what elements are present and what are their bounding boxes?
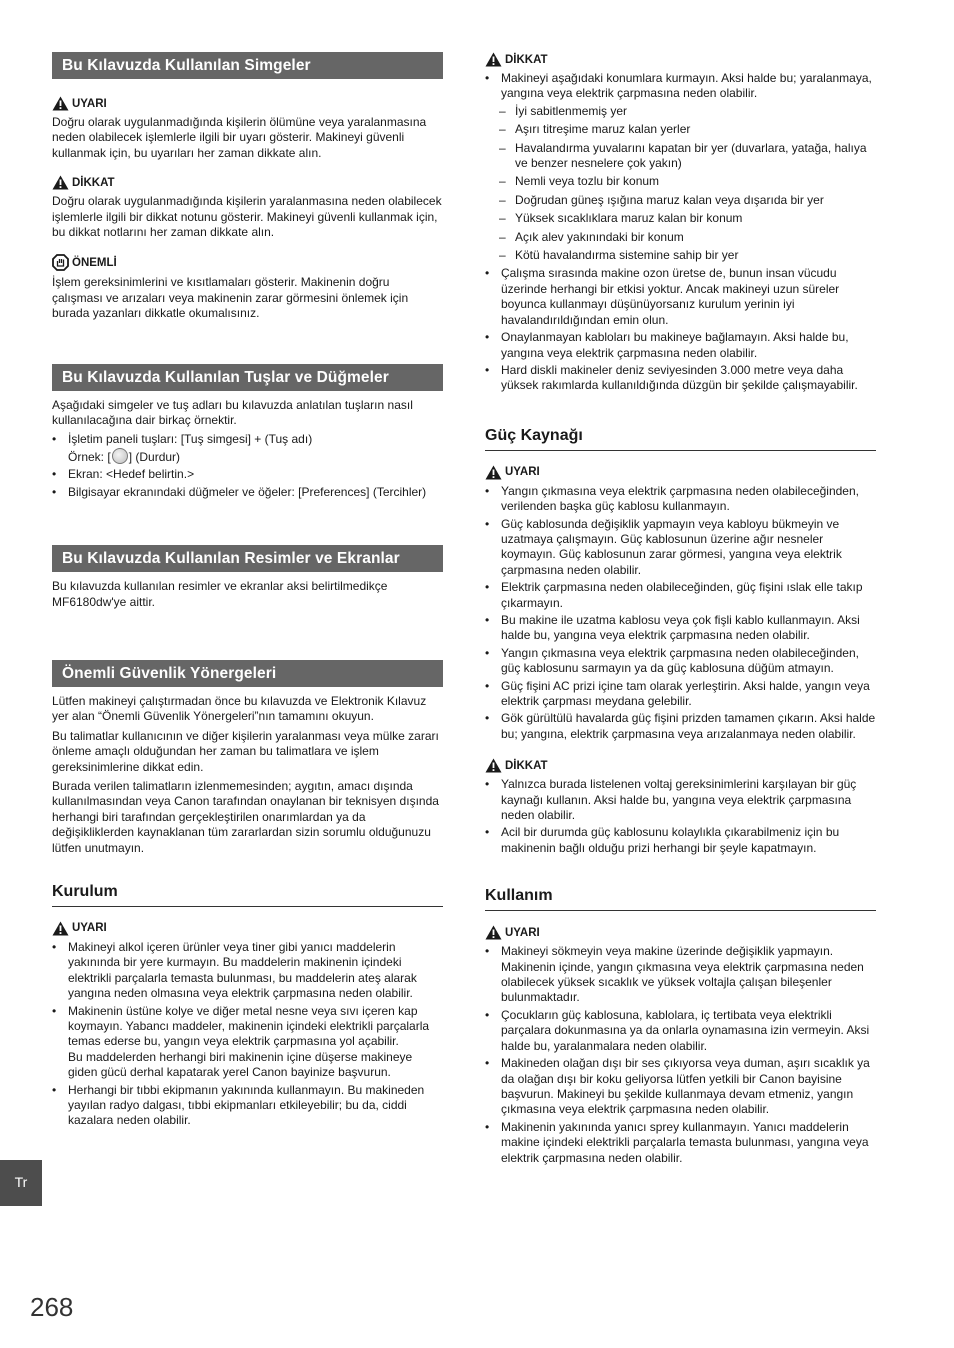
list-item: • Bilgisayar ekranındaki düğmeler ve öğeler: [Preferences] (Tercihler)	[68, 485, 443, 500]
list-item: • Güç kablosunda değişiklik yapmayın veya kabloyu bükmeyin ve uzatmaya çalışmayın. Güç kablosunun üzerine ağır nesneler koymayın. Güç kablosunun zarar görmesi, yangına veya elektrik çarpmasına neden olabilir.	[501, 517, 876, 579]
keys-item-panel: İşletim paneli tuşları: [Tuş simgesi] + (Tuş adı)	[68, 432, 313, 447]
power-caution-label	[485, 758, 876, 773]
page-number: 268	[30, 1292, 74, 1322]
keys-content	[52, 398, 443, 500]
install-warning-text: Makinenin üstüne kolye ve diğer metal nesne veya sıvı içeren kap koymayın. Yabancı maddeler, makinenin içindeki elektrikli parçalarla temas ederse bu, yangın veya elektrik çarpmasına yol açabilir.	[68, 1003, 430, 1049]
warning-triangle-icon	[52, 96, 69, 111]
section-title-images: Bu Kılavuzda Kullanılan Resimler ve Ekranlar	[52, 545, 443, 572]
usage-warning-list	[485, 944, 876, 1166]
important-label	[52, 254, 443, 271]
list-item: • Çalışma sırasında makine ozon üretse de, bunun insan vücudu üzerinde herhangi bir etkisi yoktur. Ancak makineyi uzun süreler boyunca kullanmayı düşünüyorsanız kurulum yerinin iyi havalandırıldığından emin olun.	[501, 266, 876, 328]
dash-item: – İyi sabitlenmemiş yer	[515, 104, 876, 119]
warning-label	[52, 96, 443, 111]
caution-label	[52, 175, 443, 190]
list-item: • Makinenin yakınında yanıcı sprey kullanmayın. Yanıcı maddelerin makine içindeki elektrikli parçalarla temasta bulunması, yangına veya elektrik çarpmasına neden olabilir.	[501, 1120, 876, 1166]
install-caution-text: Makineyi aşağıdaki konumlara kurmayın. Aksi halde bu; yaralanmaya, yangına veya elektrik çarpmasına neden olabilir.	[501, 71, 872, 101]
install-caution-list	[485, 71, 876, 394]
dash-item: – Doğrudan güneş ışığına maruz kalan veya dışarıda bir yer	[515, 193, 876, 208]
list-item: • Gök gürültülü havalarda güç fişini prizden tamamen çıkarın. Aksi halde bu; yangına, elektrik çarpmasına veya arızalanmaya neden olabilir.	[501, 711, 876, 742]
caution-block	[52, 175, 443, 240]
section-title-keys: Bu Kılavuzda Kullanılan Tuşlar ve Düğmeler	[52, 364, 443, 391]
right-column	[485, 52, 876, 1168]
install-warning-label	[52, 921, 443, 936]
install-warning-text: Bu maddelerden herhangi biri makinenin içine düşerse makineye giden gücü derhal kapatarak yerel Canon bayinize başvurun.	[68, 1049, 413, 1080]
list-item	[501, 71, 876, 263]
images-description: Bu kılavuzda kullanılan resimler ve ekranlar aksi belirtilmedikçe MF6180dw'ye aittir.	[52, 579, 388, 609]
dash-item: – Nemli veya tozlu bir konum	[515, 174, 876, 189]
left-column	[52, 52, 443, 1131]
usage-warning-label	[485, 925, 876, 940]
dash-item: – Havalandırma yuvalarını kapatan bir yer (duvarlara, yatağa, halıya ve benzer nesnelere çok yakın)	[515, 141, 876, 172]
keys-intro: Aşağıdaki simgeler ve tuş adları bu kılavuzda anlatılan tuşların nasıl kullanılacağına dair birkaç örnektir.	[52, 397, 413, 428]
power-warning-label	[485, 465, 876, 480]
power-warning-list	[485, 484, 876, 743]
list-item: • Bu makine ile uzatma kablosu veya çok fişli kablo kullanmayın. Aksi halde bu, yangına veya elektrik çarpmasına neden olabilir.	[501, 613, 876, 644]
warning-label-text: UYARI	[72, 922, 107, 935]
important-octagon-icon	[52, 254, 69, 271]
list-item: • Makineden olağan dışı bir ses çıkıyorsa veya duman, aşırı sıcaklık ya da olağan dışı bir koku geliyorsa lütfen yetkili bir Canon bayisine başvurun. Makineyi bu şekilde kullanmaya devam etmeniz, yangın çıkmasına veya elektrik çarpmasına neden olabilir.	[501, 1056, 876, 1118]
power-caution-list	[485, 777, 876, 856]
list-item	[68, 432, 443, 465]
caution-triangle-icon	[485, 758, 502, 773]
caution-label-text: DİKKAT	[505, 759, 548, 772]
keys-example-suffix: ] (Durdur)	[128, 449, 181, 464]
section-title-safety: Önemli Güvenlik Yönergeleri	[52, 660, 443, 687]
location-dash-list	[485, 104, 876, 264]
language-tab: Tr	[0, 1160, 42, 1206]
caution-description: Doğru olarak uygulanmadığında kişilerin yaralanmasına neden olabilecek işlemlerle ilgili bir dikkat notunu gösterir. Makineyi güvenli kullanmak için, bu dikkat notlarını her zaman dikkate alın.	[52, 194, 442, 240]
dash-item: – Açık alev yakınındaki bir konum	[515, 230, 876, 245]
warning-triangle-icon	[485, 925, 502, 940]
install-warning-list	[52, 940, 443, 1129]
safety-content	[52, 694, 443, 856]
list-item: • Elektrik çarpmasına neden olabileceğinden, güç fişini ıslak elle takıp çıkarmayın.	[501, 580, 876, 611]
safety-paragraph: Bu talimatlar kullanıcının ve diğer kişilerin yaralanması veya mülke zararı önleme amaçlı olduğundan her zaman bu talimatlara ve işlem gereksinimlerine dikkat edin.	[52, 728, 439, 774]
keys-example-prefix: Örnek: [	[68, 449, 111, 464]
list-item: • Yangın çıkmasına veya elektrik çarpmasına neden olabileceğinden, verilenden başka güç kablosu kullanmayın.	[501, 484, 876, 515]
warning-triangle-icon	[485, 465, 502, 480]
list-item: • Makineyi sökmeyin veya makine üzerinde değişiklik yapmayın. Makinenin içinde, yangın çıkmasına veya elektrik çarpmasına neden olabilecek yüksek sıcaklık ve yüksek voltajla çalışan bileşenler bulunmaktadır.	[501, 944, 876, 1006]
section-title-usage: Kullanım	[485, 886, 876, 911]
safety-paragraph: Lütfen makineyi çalıştırmadan önce bu kılavuzda ve Elektronik Kılavuz yer alan “Önemli Güvenlik Yönergeleri”nın tamamını okuyun.	[52, 693, 427, 724]
caution-label-text: DİKKAT	[505, 53, 548, 66]
section-title-installation: Kurulum	[52, 882, 443, 907]
important-label-text: ÖNEMLİ	[72, 256, 117, 269]
list-item: • Ekran: <Hedef belirtin.>	[68, 467, 443, 482]
install-caution-label	[485, 52, 876, 67]
list-item: • Yangın çıkmasına veya elektrik çarpmasına neden olabileceğinden, güç kablosunu sarmayın ya da güç kablosuna düğüm atmayın.	[501, 646, 876, 677]
important-description: İşlem gereksinimlerini ve kısıtlamaları gösterir. Makinenin doğru çalışması ve arızaları veya makinenin zarar görmesini önlemek için burada yazanları dikkatle okumalısınız.	[52, 275, 409, 321]
caution-triangle-icon	[485, 52, 502, 67]
dash-item: – Kötü havalandırma sistemine sahip bir yer	[515, 248, 876, 263]
stop-key-icon	[112, 448, 128, 464]
caution-label-text: DİKKAT	[72, 176, 115, 189]
section-title-power: Güç Kaynağı	[485, 426, 876, 451]
warning-description: Doğru olarak uygulanmadığında kişilerin ölümüne veya yaralanmasına neden olabilecek işlemlerle ilgili bir uyarı gösterir. Makineyi güvenli kullanmak için, bu uyarıları her zaman dikkate alın.	[52, 115, 427, 160]
caution-triangle-icon	[52, 175, 69, 190]
keys-list	[52, 432, 443, 500]
important-block	[52, 254, 443, 321]
dash-item: – Aşırı titreşime maruz kalan yerler	[515, 122, 876, 137]
list-item: • Acil bir durumda güç kablosunu kolaylıkla çıkarabilmeniz için bu makinenin bağlı olduğu prizi herhangi bir şeyle kapatmayın.	[501, 825, 876, 856]
list-item: • Herhangi bir tıbbi ekipmanın yakınında kullanmayın. Bu makineden yayılan radyo dalgası, tıbbi ekipmanları etkileyebilir; bu da, ciddi kazalara neden olabilir.	[68, 1083, 443, 1129]
list-item: • Çocukların güç kablosuna, kablolara, iç tertibata veya elektrikli parçalara dokunmasına ya da onlarla oynamasına izin vermeyin. Aksi halde bu, yaralanmalara neden olabilir.	[501, 1008, 876, 1054]
warning-triangle-icon	[52, 921, 69, 936]
list-item: • Makineyi alkol içeren ürünler veya tiner gibi yanıcı maddelerin yakınında bir yere kurmayın. Bu maddelerin makinenin içindeki elektrikli parçalarla temasta bulunması, bu maddelerin ateş alarak yangına neden olmasına veya elektrik çarpmasına neden olabilir.	[68, 940, 443, 1002]
list-item: • Yalnızca burada listelenen voltaj gereksinimlerini karşılayan bir güç kaynağı kullanın. Aksi halde bu, yangına veya elektrik çarpmasına neden olabilir.	[501, 777, 876, 823]
warning-label-text: UYARI	[505, 926, 540, 939]
list-item: • Güç fişini AC prizi içine tam olarak yerleştirin. Aksi halde, yangın veya elektrik çarpması meydana gelebilir.	[501, 679, 876, 710]
list-item	[68, 1004, 443, 1081]
warning-block	[52, 96, 443, 161]
dash-item: – Yüksek sıcaklıklara maruz kalan bir konum	[515, 211, 876, 226]
safety-paragraph: Burada verilen talimatların izlenmemesinden; aygıtın, amacı dışında kullanılmasından veya Canon tarafından onaylanan bir teknisyen dışında herhangi biri tarafından gerçekleştirilen onarımlardan ya da değişikliklerden kaynaklanan tüm zararlardan sizin sorumlu olduğunuzu lütfen unutmayın.	[52, 778, 439, 855]
warning-label-text: UYARI	[505, 466, 540, 479]
list-item: • Onaylanmayan kabloları bu makineye bağlamayın. Aksi halde bu, yangına veya elektrik çarpmasına neden olabilir.	[501, 330, 876, 361]
section-title-symbols: Bu Kılavuzda Kullanılan Simgeler	[52, 52, 443, 79]
warning-label-text: UYARI	[72, 97, 107, 110]
list-item: • Hard diskli makineler deniz seviyesinden 3.000 metre veya daha yüksek rakımlarda kullanıldığında düzgün bir şekilde çalışmayabilir.	[501, 363, 876, 394]
